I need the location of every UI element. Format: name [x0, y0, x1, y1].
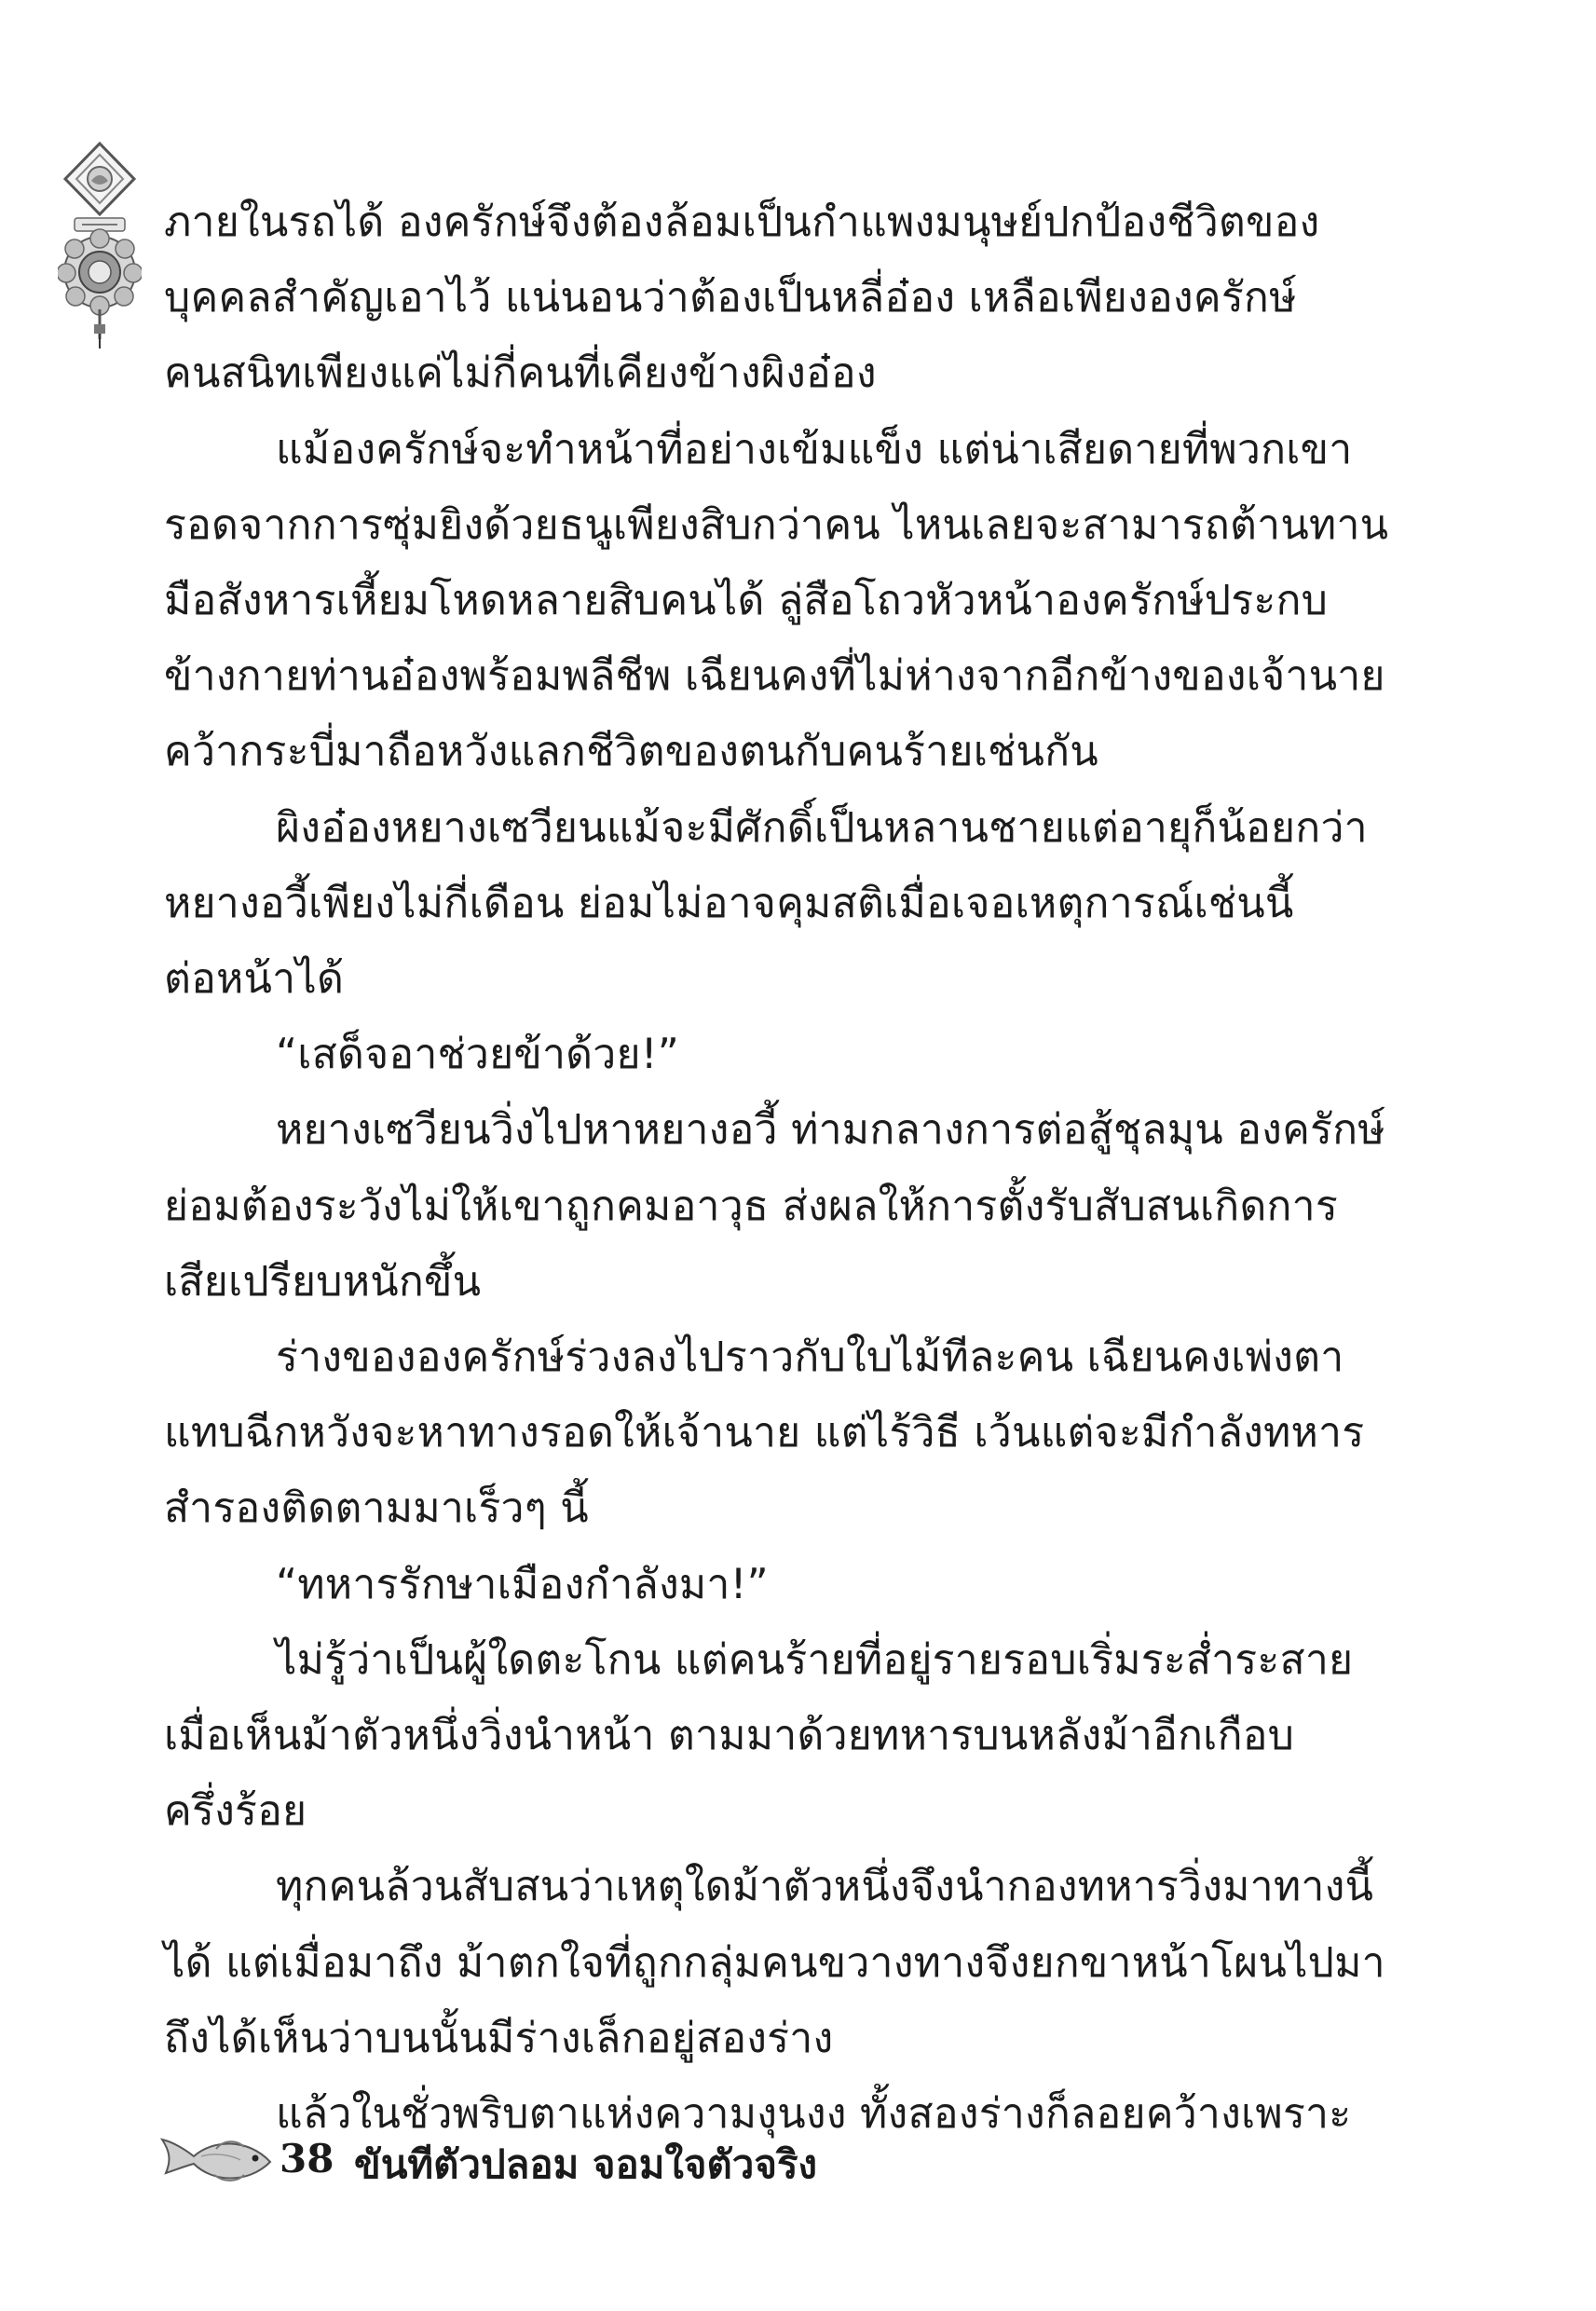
book-title: ขันทีตัวปลอม จอมใจตัวจริง: [354, 2141, 818, 2187]
text-line: ข้างกายท่านอ๋องพร้อมพลีชีพ เฉียนคงที่ไม่ห่างจากอีกข้างของเจ้านาย: [164, 652, 1385, 701]
text-line: เมื่อเห็นม้าตัวหนึ่งวิ่งนำหน้า ตามมาด้วยทหารบนหลังม้าอีกเกือบ: [164, 1712, 1295, 1759]
text-line: ร่างขององครักษ์ร่วงลงไปราวกับใบไม้ทีละคน เฉียนคงเพ่งตา: [276, 1333, 1344, 1381]
koi-fish-icon: [158, 2128, 280, 2194]
text-line: ได้ แต่เมื่อมาถึง ม้าตกใจที่ถูกกลุ่มคนขวางทางจึงยกขาหน้าโผนไปมา: [164, 1938, 1385, 1987]
publisher-seal-ornament-icon: [58, 142, 142, 351]
text-line: หยางเซวียนวิ่งไปหาหยางอวี้ ท่ามกลางการต่อสู้ชุลมุน องครักษ์: [276, 1106, 1385, 1155]
text-line: บุคคลสำคัญเอาไว้ แน่นอนว่าต้องเป็นหลี่อ๋อง เหลือเพียงองครักษ์: [164, 274, 1297, 322]
text-line: มือสังหารเหี้ยมโหดหลายสิบคนได้ ลู่สือโถวหัวหน้าองครักษ์ประกบ: [164, 577, 1329, 624]
page-number: 38: [280, 2136, 334, 2181]
text-line: ต่อหน้าได้: [164, 955, 345, 1003]
text-line: “ทหารรักษาเมืองกำลังมา!”: [276, 1560, 769, 1608]
text-line: เสียเปรียบหนักขึ้น: [164, 1257, 482, 1306]
text-line: แม้องครักษ์จะทำหน้าที่อย่างเข้มแข็ง แต่น่าเสียดายที่พวกเขา: [276, 425, 1353, 473]
text-line: แทบฉีกหวังจะหาทางรอดให้เจ้านาย แต่ไร้วิธี เว้นแต่จะมีกำลังทหาร: [164, 1409, 1365, 1457]
text-line: สำรองติดตามมาเร็วๆ นี้: [164, 1484, 589, 1533]
text-line: ย่อมต้องระวังไม่ให้เขาถูกคมอาวุธ ส่งผลให้การตั้งรับสับสนเกิดการ: [164, 1182, 1338, 1230]
text-line: ภายในรถได้ องครักษ์จึงต้องล้อมเป็นกำแพงมนุษย์ปกป้องชีวิตของ: [164, 198, 1320, 246]
text-line: คนสนิทเพียงแค่ไม่กี่คนที่เคียงข้างผิงอ๋อง: [164, 349, 877, 398]
text-line: ถึงได้เห็นว่าบนนั้นมีร่างเล็กอยู่สองร่าง: [164, 2014, 834, 2062]
text-line: หยางอวี้เพียงไม่กี่เดือน ย่อมไม่อาจคุมสติเมื่อเจอเหตุการณ์เช่นนี้: [164, 879, 1294, 927]
text-line: แล้วในชั่วพริบตาแห่งความงุนงง ทั้งสองร่างก็ลอยคว้างเพราะ: [276, 2090, 1352, 2138]
text-line: “เสด็จอาช่วยข้าด้วย!”: [276, 1031, 680, 1079]
text-line: รอดจากการซุ่มยิงด้วยธนูเพียงสิบกว่าคน ไหนเลยจะสามารถต้านทาน: [164, 500, 1389, 549]
text-line: ไม่รู้ว่าเป็นผู้ใดตะโกน แต่คนร้ายที่อยู่รายรอบเริ่มระส่ำระสาย: [276, 1635, 1354, 1684]
text-line: ทุกคนล้วนสับสนว่าเหตุใดม้าตัวหนึ่งจึงนำกองทหารวิ่งมาทางนี้: [276, 1863, 1374, 1911]
text-line: คว้ากระบี่มาถือหวังแลกชีวิตของตนกับคนร้ายเช่นกัน: [164, 728, 1098, 776]
page-footer: [158, 2117, 997, 2201]
text-line: ผิงอ๋องหยางเซวียนแม้จะมีศักดิ์เป็นหลานชายแต่อายุก็น้อยกว่า: [276, 803, 1368, 852]
text-line: ครึ่งร้อย: [164, 1787, 307, 1836]
